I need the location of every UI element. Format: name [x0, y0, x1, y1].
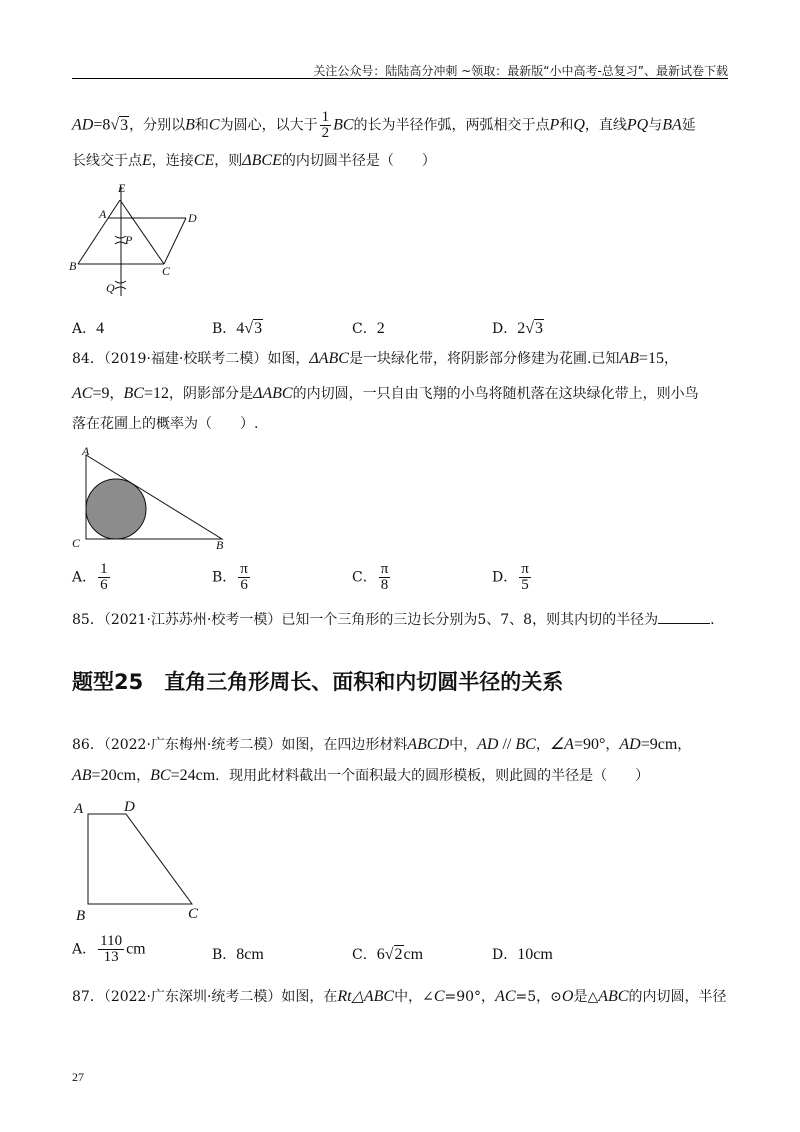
- frac-num: π: [240, 561, 248, 577]
- option-label: C．: [352, 569, 377, 586]
- q84-line2: [72, 385, 699, 403]
- option-coef: 4: [236, 320, 245, 337]
- q84-option-a[interactable]: [72, 562, 112, 593]
- option-value: 2: [376, 320, 385, 337]
- text: =90°，: [444, 989, 496, 1005]
- q84-line3: 落在花圃上的概率为（ ）.: [72, 416, 259, 432]
- text: .: [710, 612, 715, 628]
- question-number: 86．: [72, 737, 104, 753]
- unit: cm: [403, 946, 424, 963]
- math-ABC: ΔABC: [252, 385, 293, 402]
- math-E: E: [142, 152, 152, 169]
- question-number: 87．: [72, 989, 104, 1005]
- q86-figure-trapezoid: [70, 796, 215, 924]
- frac-num: 1: [100, 561, 108, 577]
- text: 如图，: [267, 351, 310, 367]
- fraction: [379, 562, 391, 593]
- q85-line: [72, 611, 715, 629]
- sqrt-arg: 3: [254, 320, 263, 337]
- q83-option-d[interactable]: [492, 318, 544, 338]
- fraction-half: [320, 110, 332, 141]
- trapezoid-ABCD: [88, 814, 192, 904]
- label-A: A: [99, 207, 107, 221]
- math-AD: AD: [477, 736, 499, 753]
- label-D: D: [188, 211, 197, 225]
- text: 的内切圆，半径: [628, 989, 727, 1005]
- label-B: B: [216, 538, 224, 551]
- math-AD: AD: [619, 736, 641, 753]
- text: ，直线: [584, 117, 627, 134]
- label-E: E: [118, 181, 126, 195]
- option-label: A．: [72, 321, 97, 337]
- math-BC: BC: [515, 736, 536, 753]
- question-source: （2019·福建·校联考二模）: [103, 351, 268, 367]
- answer-blank[interactable]: [658, 611, 710, 624]
- math-BC: BC: [123, 385, 144, 402]
- math-CE: CE: [193, 152, 215, 169]
- math-AC: AC: [72, 385, 93, 402]
- text: 如图，在四边形材料: [281, 737, 408, 753]
- label-A: A: [82, 444, 90, 458]
- label-C: C: [162, 264, 171, 278]
- option-label: D．: [492, 569, 518, 586]
- frac-num: π: [380, 561, 389, 577]
- math-value: =90°: [573, 736, 606, 753]
- sqrt-arg: 3: [120, 116, 129, 134]
- label-B: B: [69, 259, 77, 273]
- text: 的长为半径作弧，两弧相交于点: [353, 117, 550, 134]
- q84-option-d[interactable]: [492, 562, 533, 593]
- sqrt: √3: [525, 320, 544, 337]
- q84-option-b[interactable]: [212, 562, 252, 593]
- option-coef: 2: [517, 320, 526, 337]
- sqrt: √3: [244, 320, 263, 337]
- question-source: （2022·广东梅州·统考二模）: [103, 737, 282, 753]
- math-AB: AB: [619, 350, 639, 367]
- math-C: C: [208, 116, 220, 134]
- text: 的内切圆半径是（ ）: [281, 153, 436, 169]
- q83-option-b[interactable]: [212, 318, 263, 338]
- text: 长线交于点: [72, 153, 142, 169]
- label-D: D: [124, 799, 135, 815]
- segment-DC: [164, 218, 186, 264]
- text: 是一块绿化带，将阴影部分修建为花圃.已知: [348, 351, 620, 367]
- frac-den: 8: [380, 577, 389, 593]
- text: 为圆心，以大于: [219, 117, 318, 134]
- q83-option-c[interactable]: [352, 318, 385, 338]
- text: ，阴影部分是: [168, 386, 253, 402]
- page-number: 27: [72, 1070, 84, 1084]
- option-label: C．: [352, 321, 377, 337]
- sqrt-arg: 2: [394, 946, 403, 963]
- q86-option-c[interactable]: [352, 944, 423, 964]
- option-value: 10cm: [517, 946, 553, 963]
- math-eq: =8: [93, 116, 111, 134]
- question-number: 84．: [72, 351, 104, 367]
- unit: cm: [126, 940, 146, 958]
- fraction: [98, 934, 124, 965]
- option-label: B．: [212, 947, 237, 963]
- q84-option-c[interactable]: [352, 562, 392, 593]
- text: 中，∠: [394, 989, 434, 1005]
- option-value: 8cm: [236, 946, 264, 963]
- page-header: 关注公众号：陆陆高分冲刺 ~领取：最新版“小中高考-总复习”、最新试卷下载: [313, 64, 728, 78]
- math-value: =24cm: [170, 767, 216, 784]
- question-number: 85．: [72, 612, 104, 628]
- text: ，: [605, 737, 620, 753]
- segment-EC: [120, 200, 164, 264]
- option-label: D．: [492, 947, 518, 963]
- math-value: =12: [143, 385, 169, 402]
- label-C: C: [72, 536, 81, 550]
- math-O: O: [561, 988, 574, 1005]
- q83-figure-parallelogram: [68, 178, 208, 303]
- text: ，: [535, 737, 550, 753]
- math-ABC: ABC: [598, 988, 629, 1005]
- math-AD: AD: [72, 116, 94, 134]
- text: ，: [677, 737, 692, 753]
- math-AB: AB: [72, 767, 92, 784]
- q83-option-a[interactable]: [72, 318, 104, 338]
- text: =5，⊙: [515, 989, 562, 1005]
- text: ，分别以: [129, 117, 186, 134]
- question-source: （2022·广东深圳·统考二模）: [103, 989, 282, 1005]
- text: 的内切圆，一只自由飞翔的小鸟将随机落在这块绿化带上，则小鸟: [292, 386, 699, 402]
- math-value: =9cm: [640, 736, 678, 753]
- frac-den: 6: [100, 577, 108, 593]
- text: 如图，在: [281, 989, 338, 1005]
- text: ，: [136, 768, 151, 784]
- math-PQ: PQ: [626, 116, 649, 134]
- text: ，: [664, 351, 678, 367]
- q86-option-b[interactable]: [212, 944, 264, 964]
- math-value: =20cm: [91, 767, 137, 784]
- math-BC: BC: [333, 116, 354, 134]
- q83-line2: [72, 152, 436, 170]
- option-label: B．: [212, 569, 237, 586]
- option-label: D．: [492, 321, 518, 337]
- q84-line1: [72, 350, 678, 368]
- frac-den: 13: [103, 949, 119, 965]
- option-value: 4: [96, 320, 105, 337]
- math-angle-A: ∠A: [549, 736, 574, 753]
- text: 和: [559, 117, 574, 134]
- math-ABCD: ABCD: [407, 736, 450, 753]
- math-B: B: [185, 116, 195, 134]
- text: ，则: [214, 153, 243, 169]
- fraction: [98, 562, 110, 593]
- frac-den: 2: [321, 125, 330, 141]
- option-coef: 6: [376, 946, 385, 963]
- q86-line1: [72, 736, 691, 754]
- frac-num: 1: [321, 109, 330, 125]
- q87-line: [72, 988, 726, 1006]
- math-C: C: [433, 988, 445, 1005]
- math-AC: AC: [495, 988, 516, 1005]
- sqrt-arg: 3: [535, 320, 544, 337]
- q86-option-a[interactable]: [72, 934, 146, 965]
- option-label: A．: [72, 569, 97, 586]
- option-label: A．: [72, 941, 97, 958]
- math-BCE: ΔBCE: [242, 152, 282, 169]
- section-title: 题型25 直角三角形周长、面积和内切圆半径的关系: [72, 670, 564, 694]
- math-value: =9: [92, 385, 110, 402]
- label-P: P: [125, 233, 133, 247]
- frac-den: 6: [240, 577, 248, 593]
- inscribed-circle: [86, 479, 146, 539]
- q86-line2: [72, 767, 649, 785]
- q83-line1: [72, 110, 696, 141]
- question-source: （2021·江苏苏州·校考一模）: [103, 612, 282, 628]
- math-P: P: [549, 116, 560, 134]
- label-Q: Q: [106, 281, 115, 295]
- option-label: C．: [352, 947, 377, 963]
- text: 延: [681, 117, 696, 134]
- math-value: =15: [638, 350, 664, 367]
- label-C: C: [188, 906, 199, 922]
- frac-num: π: [521, 561, 529, 577]
- fraction: [238, 562, 250, 593]
- label-B: B: [76, 908, 86, 924]
- text: 与: [648, 117, 663, 134]
- text: 是△: [573, 989, 599, 1005]
- text: 和: [194, 117, 209, 134]
- text: 已知一个三角形的三边长分别为5、7、8，则其内切的半径为: [281, 612, 659, 628]
- sqrt: √2: [384, 946, 403, 963]
- q86-option-d[interactable]: [492, 944, 553, 964]
- text: ．现用此材料截出一个面积最大的圆形模板，则此圆的半径是（ ）: [215, 768, 650, 784]
- math-parallel: //: [498, 736, 516, 753]
- frac-num: 110: [100, 933, 123, 949]
- header-rule: [72, 78, 728, 79]
- label-A: A: [74, 801, 84, 817]
- text: ，: [109, 386, 124, 402]
- math-rt-triangle: Rt△ABC: [337, 988, 395, 1005]
- fraction: [519, 562, 531, 593]
- math-Q: Q: [573, 116, 585, 134]
- math-ABC: ΔABC: [309, 350, 349, 367]
- math-BA: BA: [662, 116, 682, 134]
- sqrt-3: √3: [110, 116, 129, 134]
- frac-den: 5: [521, 577, 529, 593]
- text: 中，: [449, 737, 478, 753]
- q84-figure-right-triangle: [70, 443, 235, 551]
- text: ，连接: [151, 153, 194, 169]
- math-BC: BC: [150, 767, 171, 784]
- option-label: B．: [212, 321, 237, 337]
